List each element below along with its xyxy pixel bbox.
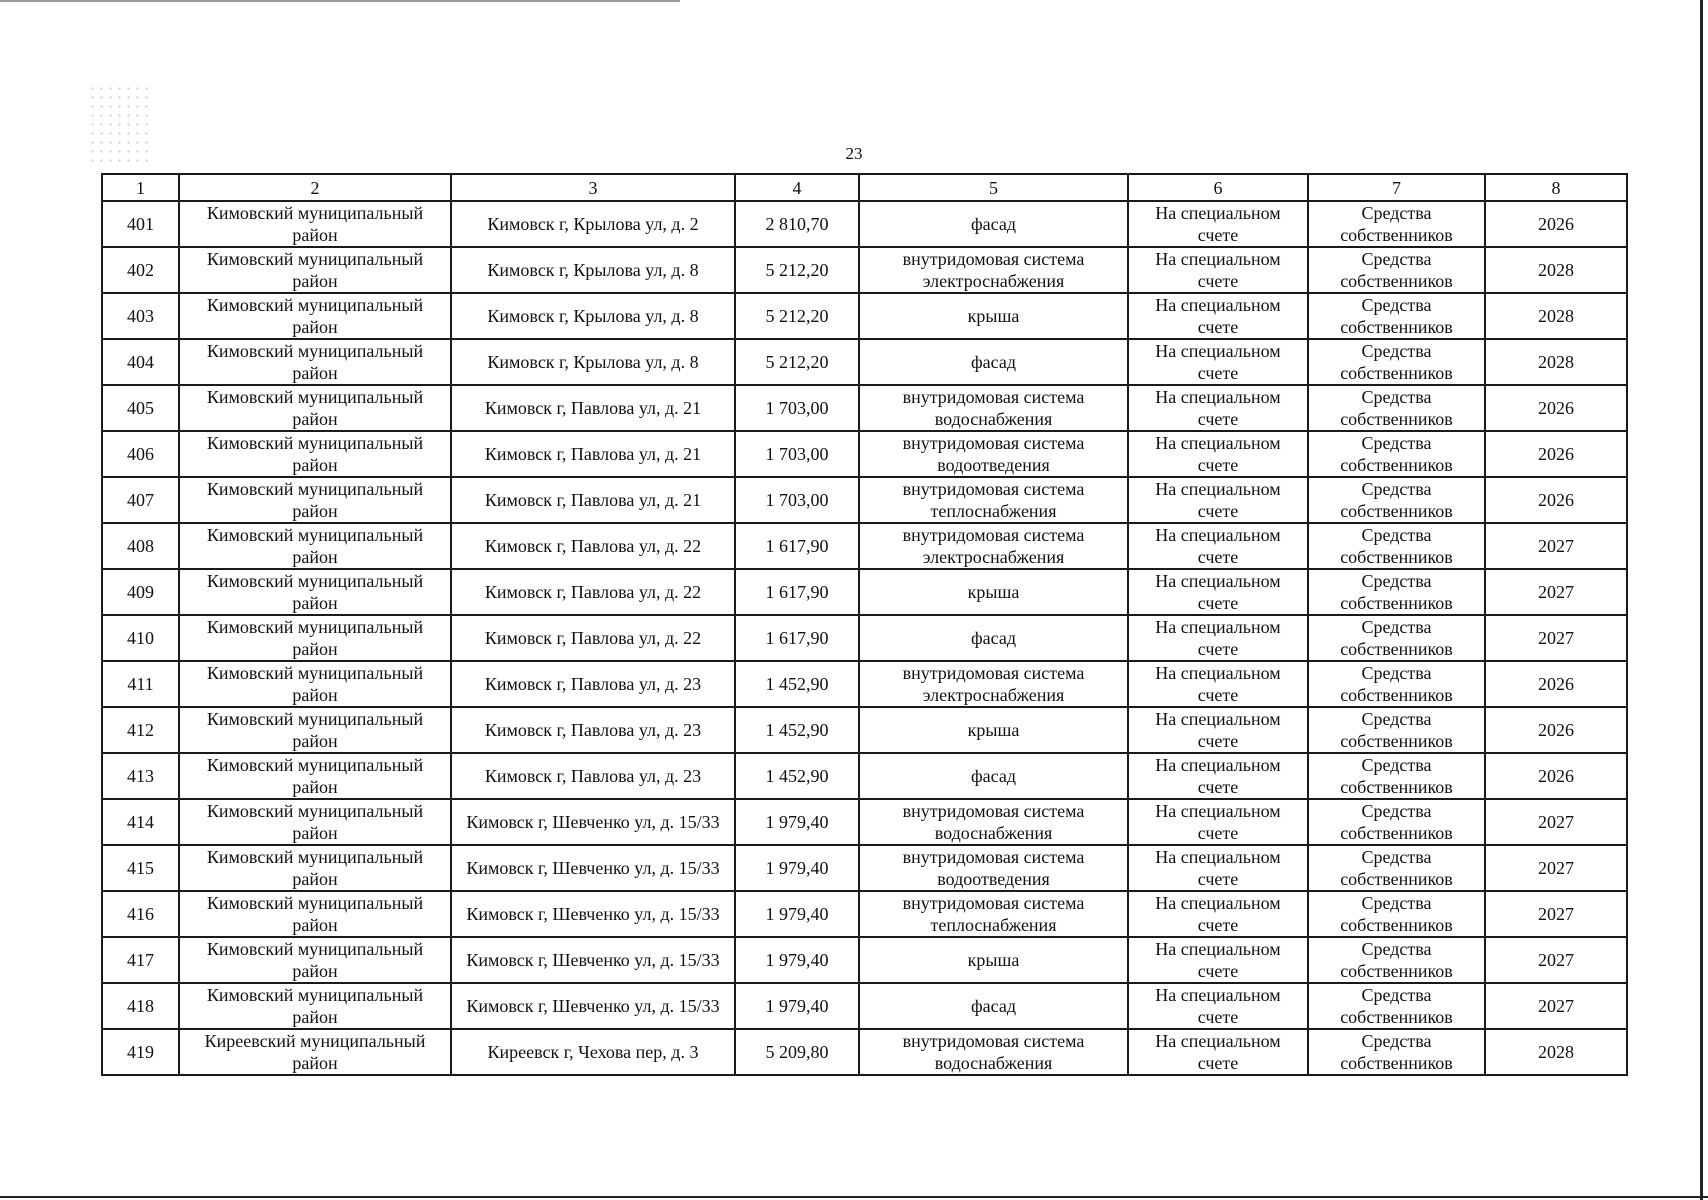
year-cell: 2028: [1485, 247, 1627, 293]
funding-source-cell: Средства собственников: [1308, 799, 1485, 845]
row-number-cell: 407: [102, 477, 179, 523]
district-cell: Кимовский муниципальный район: [179, 707, 451, 753]
fund-method-cell: На специальном счете: [1128, 431, 1308, 477]
fund-method-cell: На специальном счете: [1128, 201, 1308, 247]
address-cell: Кимовск г, Крылова ул, д. 8: [451, 247, 735, 293]
table-row: [102, 293, 1627, 339]
area-cell: 1 617,90: [735, 569, 859, 615]
year-cell: 2026: [1485, 431, 1627, 477]
address-cell: Кимовск г, Павлова ул, д. 21: [451, 385, 735, 431]
row-number-cell: 408: [102, 523, 179, 569]
fund-method-cell: На специальном счете: [1128, 753, 1308, 799]
row-number-cell: 417: [102, 937, 179, 983]
year-cell: 2026: [1485, 201, 1627, 247]
table-row: [102, 753, 1627, 799]
fund-method-cell: На специальном счете: [1128, 385, 1308, 431]
funding-source-cell: Средства собственников: [1308, 201, 1485, 247]
district-cell: Киреевский муниципальный район: [179, 1029, 451, 1075]
funding-source-cell: Средства собственников: [1308, 339, 1485, 385]
fund-method-cell: На специальном счете: [1128, 707, 1308, 753]
fund-method-cell: На специальном счете: [1128, 891, 1308, 937]
year-cell: 2027: [1485, 523, 1627, 569]
funding-source-cell: Средства собственников: [1308, 385, 1485, 431]
funding-source-cell: Средства собственников: [1308, 1029, 1485, 1075]
funding-source-cell: Средства собственников: [1308, 845, 1485, 891]
funding-source-cell: Средства собственников: [1308, 983, 1485, 1029]
area-cell: 1 703,00: [735, 431, 859, 477]
address-cell: Кимовск г, Крылова ул, д. 2: [451, 201, 735, 247]
address-cell: Кимовск г, Шевченко ул, д. 15/33: [451, 983, 735, 1029]
year-cell: 2026: [1485, 661, 1627, 707]
district-cell: Кимовский муниципальный район: [179, 569, 451, 615]
fund-method-cell: На специальном счете: [1128, 293, 1308, 339]
funding-source-cell: Средства собственников: [1308, 477, 1485, 523]
work-type-cell: внутридомовая система водоотведения: [859, 845, 1128, 891]
work-type-cell: внутридомовая система электроснабжения: [859, 661, 1128, 707]
table-header: [102, 174, 1627, 201]
funding-source-cell: Средства собственников: [1308, 431, 1485, 477]
table-row: [102, 983, 1627, 1029]
fund-method-cell: На специальном счете: [1128, 339, 1308, 385]
funding-source-cell: Средства собственников: [1308, 937, 1485, 983]
district-cell: Кимовский муниципальный район: [179, 937, 451, 983]
area-cell: 1 979,40: [735, 983, 859, 1029]
row-number-cell: 405: [102, 385, 179, 431]
scan-edge-right: [1700, 0, 1703, 1200]
work-type-cell: крыша: [859, 707, 1128, 753]
table-row: [102, 247, 1627, 293]
district-cell: Кимовский муниципальный район: [179, 431, 451, 477]
column-header: 6: [1128, 174, 1308, 201]
district-cell: Кимовский муниципальный район: [179, 661, 451, 707]
work-type-cell: внутридомовая система водоотведения: [859, 431, 1128, 477]
funding-source-cell: Средства собственников: [1308, 891, 1485, 937]
funding-source-cell: Средства собственников: [1308, 661, 1485, 707]
funding-source-cell: Средства собственников: [1308, 247, 1485, 293]
year-cell: 2027: [1485, 799, 1627, 845]
area-cell: 1 979,40: [735, 845, 859, 891]
district-cell: Кимовский муниципальный район: [179, 615, 451, 661]
row-number-cell: 401: [102, 201, 179, 247]
district-cell: Кимовский муниципальный район: [179, 753, 451, 799]
table-row: [102, 707, 1627, 753]
table-row: [102, 799, 1627, 845]
address-cell: Кимовск г, Шевченко ул, д. 15/33: [451, 891, 735, 937]
table-row: [102, 201, 1627, 247]
table-row: [102, 477, 1627, 523]
funding-source-cell: Средства собственников: [1308, 615, 1485, 661]
area-cell: 1 703,00: [735, 477, 859, 523]
funding-source-cell: Средства собственников: [1308, 753, 1485, 799]
registry-table: [101, 173, 1628, 1076]
row-number-cell: 414: [102, 799, 179, 845]
address-cell: Кимовск г, Крылова ул, д. 8: [451, 339, 735, 385]
district-cell: Кимовский муниципальный район: [179, 385, 451, 431]
column-header: 3: [451, 174, 735, 201]
work-type-cell: фасад: [859, 339, 1128, 385]
address-cell: Кимовск г, Павлова ул, д. 23: [451, 753, 735, 799]
year-cell: 2026: [1485, 753, 1627, 799]
area-cell: 5 212,20: [735, 339, 859, 385]
area-cell: 1 979,40: [735, 937, 859, 983]
year-cell: 2026: [1485, 385, 1627, 431]
year-cell: 2026: [1485, 477, 1627, 523]
row-number-cell: 412: [102, 707, 179, 753]
district-cell: Кимовский муниципальный район: [179, 523, 451, 569]
table-row: [102, 1029, 1627, 1075]
year-cell: 2027: [1485, 615, 1627, 661]
row-number-cell: 411: [102, 661, 179, 707]
column-header: 5: [859, 174, 1128, 201]
address-cell: Кимовск г, Крылова ул, д. 8: [451, 293, 735, 339]
table-row: [102, 891, 1627, 937]
work-type-cell: фасад: [859, 615, 1128, 661]
year-cell: 2027: [1485, 983, 1627, 1029]
address-cell: Кимовск г, Павлова ул, д. 23: [451, 661, 735, 707]
year-cell: 2028: [1485, 1029, 1627, 1075]
year-cell: 2026: [1485, 707, 1627, 753]
address-cell: Кимовск г, Павлова ул, д. 22: [451, 615, 735, 661]
table-row: [102, 431, 1627, 477]
table-row: [102, 845, 1627, 891]
address-cell: Кимовск г, Павлова ул, д. 22: [451, 569, 735, 615]
row-number-cell: 410: [102, 615, 179, 661]
year-cell: 2028: [1485, 293, 1627, 339]
year-cell: 2027: [1485, 845, 1627, 891]
fund-method-cell: На специальном счете: [1128, 247, 1308, 293]
work-type-cell: крыша: [859, 937, 1128, 983]
header-row: [102, 174, 1627, 201]
fund-method-cell: На специальном счете: [1128, 477, 1308, 523]
work-type-cell: внутридомовая система водоснабжения: [859, 1029, 1128, 1075]
work-type-cell: внутридомовая система электроснабжения: [859, 247, 1128, 293]
table-row: [102, 339, 1627, 385]
district-cell: Кимовский муниципальный район: [179, 983, 451, 1029]
fund-method-cell: На специальном счете: [1128, 937, 1308, 983]
area-cell: 1 452,90: [735, 707, 859, 753]
address-cell: Кимовск г, Павлова ул, д. 21: [451, 477, 735, 523]
funding-source-cell: Средства собственников: [1308, 523, 1485, 569]
row-number-cell: 418: [102, 983, 179, 1029]
fund-method-cell: На специальном счете: [1128, 983, 1308, 1029]
fund-method-cell: На специальном счете: [1128, 661, 1308, 707]
funding-source-cell: Средства собственников: [1308, 707, 1485, 753]
work-type-cell: фасад: [859, 983, 1128, 1029]
area-cell: 5 209,80: [735, 1029, 859, 1075]
row-number-cell: 403: [102, 293, 179, 339]
work-type-cell: фасад: [859, 201, 1128, 247]
table-row: [102, 523, 1627, 569]
district-cell: Кимовский муниципальный район: [179, 293, 451, 339]
work-type-cell: внутридомовая система электроснабжения: [859, 523, 1128, 569]
column-header: 1: [102, 174, 179, 201]
row-number-cell: 409: [102, 569, 179, 615]
address-cell: Кимовск г, Шевченко ул, д. 15/33: [451, 799, 735, 845]
work-type-cell: внутридомовая система теплоснабжения: [859, 477, 1128, 523]
work-type-cell: фасад: [859, 753, 1128, 799]
year-cell: 2027: [1485, 891, 1627, 937]
area-cell: 5 212,20: [735, 247, 859, 293]
area-cell: 1 979,40: [735, 799, 859, 845]
district-cell: Кимовский муниципальный район: [179, 477, 451, 523]
fund-method-cell: На специальном счете: [1128, 845, 1308, 891]
funding-source-cell: Средства собственников: [1308, 569, 1485, 615]
work-type-cell: внутридомовая система водоснабжения: [859, 799, 1128, 845]
district-cell: Кимовский муниципальный район: [179, 201, 451, 247]
scan-edge-bottom: [0, 1196, 1708, 1198]
district-cell: Кимовский муниципальный район: [179, 845, 451, 891]
column-header: 4: [735, 174, 859, 201]
year-cell: 2027: [1485, 937, 1627, 983]
fund-method-cell: На специальном счете: [1128, 523, 1308, 569]
column-header: 8: [1485, 174, 1627, 201]
table-row: [102, 937, 1627, 983]
area-cell: 1 617,90: [735, 523, 859, 569]
district-cell: Кимовский муниципальный район: [179, 891, 451, 937]
address-cell: Кимовск г, Шевченко ул, д. 15/33: [451, 937, 735, 983]
work-type-cell: крыша: [859, 293, 1128, 339]
address-cell: Кимовск г, Павлова ул, д. 21: [451, 431, 735, 477]
work-type-cell: внутридомовая система водоснабжения: [859, 385, 1128, 431]
column-header: 2: [179, 174, 451, 201]
district-cell: Кимовский муниципальный район: [179, 799, 451, 845]
district-cell: Кимовский муниципальный район: [179, 247, 451, 293]
area-cell: 5 212,20: [735, 293, 859, 339]
table-row: [102, 569, 1627, 615]
row-number-cell: 416: [102, 891, 179, 937]
fund-method-cell: На специальном счете: [1128, 569, 1308, 615]
work-type-cell: внутридомовая система теплоснабжения: [859, 891, 1128, 937]
area-cell: 1 452,90: [735, 661, 859, 707]
table-row: [102, 615, 1627, 661]
district-cell: Кимовский муниципальный район: [179, 339, 451, 385]
fund-method-cell: На специальном счете: [1128, 615, 1308, 661]
page-number: 23: [845, 144, 863, 163]
scan-edge-top: [0, 0, 680, 2]
row-number-cell: 404: [102, 339, 179, 385]
row-number-cell: 415: [102, 845, 179, 891]
area-cell: 1 452,90: [735, 753, 859, 799]
table-body: [102, 201, 1627, 1075]
fund-method-cell: На специальном счете: [1128, 799, 1308, 845]
funding-source-cell: Средства собственников: [1308, 293, 1485, 339]
address-cell: Кимовск г, Павлова ул, д. 23: [451, 707, 735, 753]
row-number-cell: 413: [102, 753, 179, 799]
area-cell: 2 810,70: [735, 201, 859, 247]
address-cell: Киреевск г, Чехова пер, д. 3: [451, 1029, 735, 1075]
column-header: 7: [1308, 174, 1485, 201]
address-cell: Кимовск г, Павлова ул, д. 22: [451, 523, 735, 569]
area-cell: 1 703,00: [735, 385, 859, 431]
row-number-cell: 402: [102, 247, 179, 293]
year-cell: 2028: [1485, 339, 1627, 385]
year-cell: 2027: [1485, 569, 1627, 615]
area-cell: 1 979,40: [735, 891, 859, 937]
work-type-cell: крыша: [859, 569, 1128, 615]
address-cell: Кимовск г, Шевченко ул, д. 15/33: [451, 845, 735, 891]
area-cell: 1 617,90: [735, 615, 859, 661]
table-row: [102, 385, 1627, 431]
row-number-cell: 406: [102, 431, 179, 477]
table-row: [102, 661, 1627, 707]
fund-method-cell: На специальном счете: [1128, 1029, 1308, 1075]
row-number-cell: 419: [102, 1029, 179, 1075]
